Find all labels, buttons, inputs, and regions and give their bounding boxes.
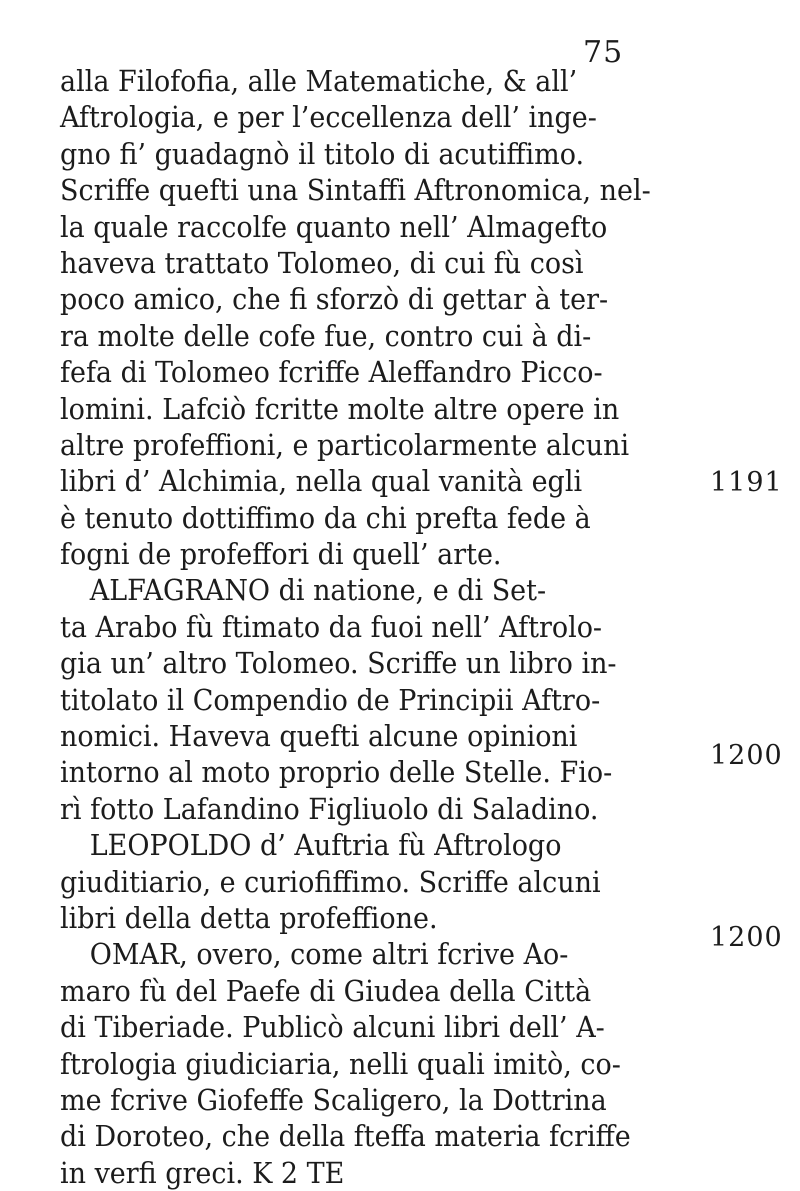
text-line: ra molte delle cofe fue, contro cui à di- — [60, 318, 592, 353]
text-line: haveva trattato Tolomeo, di cui fù così — [60, 245, 584, 280]
margin-year-1191: 1191 — [710, 467, 783, 498]
entry-alfagrano: ALFAGRANO di natione, e di Set- — [89, 573, 547, 608]
text-line: me fcrive Giofeffe Scaligero, la Dottrina — [60, 1082, 607, 1117]
text-line: poco amico, che fi sforzò di gettar à ter- — [60, 282, 609, 317]
margin-year-1200-second: 1200 — [710, 922, 783, 953]
text-line: intorno al moto proprio delle Stelle. Fio- — [60, 755, 613, 790]
text-line: titolato il Compendio de Principii Aftro- — [60, 682, 601, 717]
text-line: di Tiberiade. Publicò alcuni libri dell’ A- — [60, 1010, 605, 1045]
text-line: ta Arabo fù ftimato da fuoi nell’ Aftrolo- — [60, 609, 603, 644]
text-line: la quale raccolfe quanto nell’ Almagefto — [60, 209, 608, 244]
text-line: nomici. Haveva quefti alcune opinioni — [60, 719, 578, 754]
text-line-with-signature: in verfi greci. K 2 TE — [60, 1155, 345, 1190]
text-line: Aftrologia, e per l’eccellenza dell’ inge- — [60, 100, 597, 135]
text-line: giuditiario, e curiofiffimo. Scriffe alcuni — [60, 864, 601, 899]
text-line: rì fotto Lafandino Figliuolo di Saladino. — [60, 791, 599, 826]
text-line: ftrologia giudiciaria, nelli quali imitò, co- — [60, 1046, 621, 1081]
entry-omar: OMAR, overo, come altri fcrive Ao- — [89, 937, 569, 972]
text-line: Scriffe quefti una Sintaffi Aftronomica, nel- — [60, 173, 651, 208]
text-line: di Doroteo, che della fteffa materia fcriffe — [60, 1119, 631, 1154]
text-line: libri d’ Alchimia, nella qual vanità egli — [60, 464, 583, 499]
text-line: lomini. Lafciò fcritte molte altre opere in — [60, 391, 620, 426]
page-number: 75 — [583, 35, 624, 70]
text-line: gno fi’ guadagnò il titolo di acutiffimo. — [60, 136, 585, 171]
text-line: è tenuto dottiffimo da chi prefta fede à — [60, 500, 591, 535]
text-line: libri della detta profeffione. — [60, 900, 438, 935]
text-line: maro fù del Paefe di Giudea della Città — [60, 973, 592, 1008]
body-text — [60, 63, 740, 1191]
text-line: altre profeffioni, e particolarmente alcuni — [60, 427, 630, 462]
text-line: gia un’ altro Tolomeo. Scriffe un libro in- — [60, 646, 617, 681]
margin-year-1200-first: 1200 — [710, 740, 783, 771]
text-line: fogni de profeffori di quell’ arte. — [60, 537, 502, 572]
text-line: alla Filofofia, alle Matematiche, & all’ — [60, 64, 578, 98]
entry-leopoldo: LEOPOLDO d’ Auftria fù Aftrologo — [89, 828, 562, 863]
text-line: fefa di Tolomeo fcriffe Aleffandro Picco- — [60, 355, 603, 390]
